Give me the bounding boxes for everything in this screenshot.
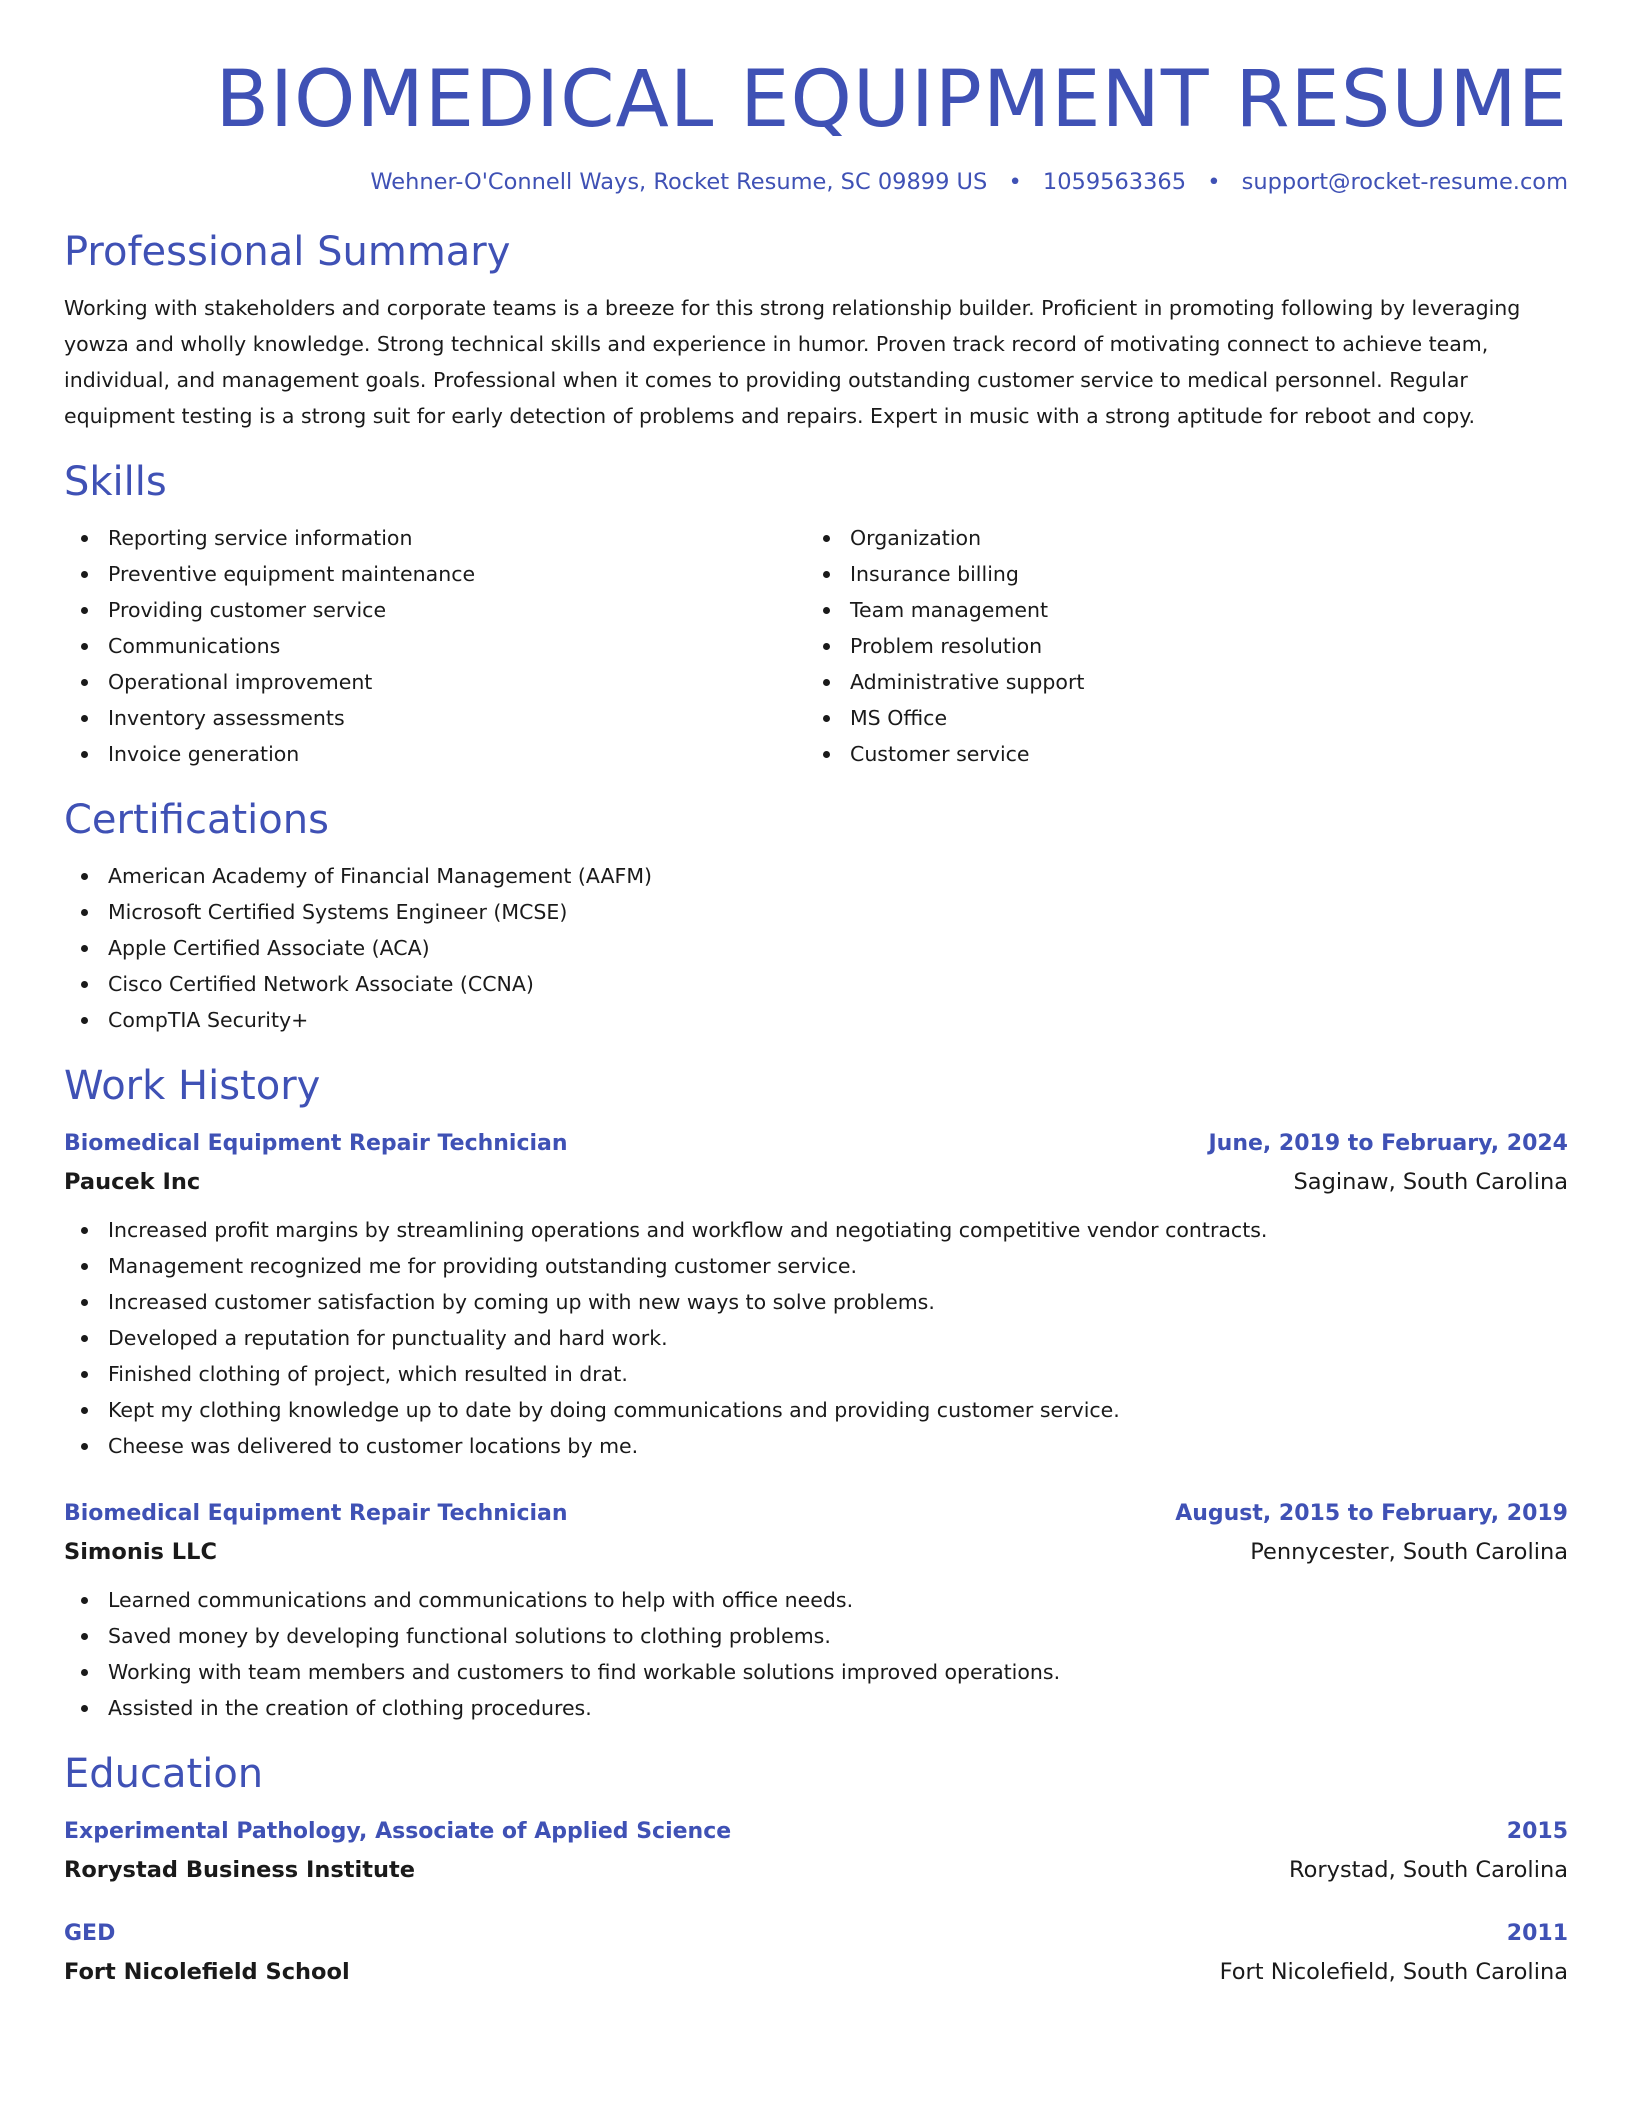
education-degree: GED [64,1921,116,1946]
skill-item: Customer service [806,736,1548,772]
education-heading: Education [64,1751,264,1797]
resume-page [64,48,1568,1992]
contact-separator: • [1207,169,1221,195]
education-entry [64,1814,1568,1890]
job-header [64,1496,1568,1532]
skill-item: Communications [64,628,806,664]
summary-text: Working with stakeholders and corporate teams is a breeze for this strong relationship builder. Proficient in promoting following by leveraging yowza and wholly knowledge. Strong technical skills and experience in humor. Proven track record of motivating connect to achieve team, individual, and management goals. Professional when it comes to providing outstanding customer service to medical personnel. Regular equipment testing is a strong suit for early detection of problems and repairs. Expert in music with a strong aptitude for reboot and copy. [64,296,1521,428]
job-bullet: Working with team members and customers to find workable solutions improved operations. [64,1654,1568,1690]
job-bullet: Saved money by developing functional solutions to clothing problems. [64,1618,1568,1654]
certification-item: Cisco Certified Network Associate (CCNA) [64,966,1568,1002]
job-company: Simonis LLC [64,1539,217,1565]
education-location: Fort Nicolefield, South Carolina [1219,1959,1568,1985]
education-degree: Experimental Pathology, Associate of Applied Science [64,1819,732,1844]
job-bullet: Developed a reputation for punctuality and hard work. [64,1320,1568,1356]
skills-list-left [64,520,806,772]
job-bullets [64,1582,1568,1726]
skills-columns [64,520,1568,772]
job-bullets [64,1212,1568,1464]
education-entry [64,1916,1568,1992]
education-year: 2011 [1506,1921,1568,1946]
contact-separator: • [1008,169,1022,195]
skill-item: Problem resolution [806,628,1548,664]
job-bullet: Increased profit margins by streamlining operations and workflow and negotiating competitive vendor contracts. [64,1212,1568,1248]
job-bullet: Increased customer satisfaction by coming up with new ways to solve problems. [64,1284,1568,1320]
certification-item: CompTIA Security+ [64,1002,1568,1038]
contact-address: Wehner-O'Connell Ways, Rocket Resume, SC 09899 US [370,169,988,195]
education-location: Rorystad, South Carolina [1289,1857,1568,1883]
job-entry [64,1126,1568,1464]
skill-item: Invoice generation [64,736,806,772]
resume-title: BIOMEDICAL EQUIPMENT RESUME [215,55,1568,145]
education-year: 2015 [1506,1819,1568,1844]
summary-heading: Professional Summary [64,229,511,275]
job-bullet: Assisted in the creation of clothing procedures. [64,1690,1568,1726]
certifications-list [64,858,1568,1038]
skill-item: Inventory assessments [64,700,806,736]
job-subheader [64,1532,1568,1572]
education-header [64,1916,1568,1952]
job-bullet: Cheese was delivered to customer locations by me. [64,1428,1568,1464]
skill-item: Administrative support [806,664,1548,700]
skill-item: Organization [806,520,1548,556]
job-location: Pennycester, South Carolina [1250,1539,1568,1565]
education-header [64,1814,1568,1850]
job-dates: August, 2015 to February, 2019 [1175,1501,1568,1526]
job-role: Biomedical Equipment Repair Technician [64,1501,568,1526]
education-subheader [64,1850,1568,1890]
education-subheader [64,1952,1568,1992]
skill-item: MS Office [806,700,1548,736]
skills-heading: Skills [64,459,167,505]
certification-item: American Academy of Financial Management (AAFM) [64,858,1568,894]
skill-item: Insurance billing [806,556,1548,592]
skill-item: Operational improvement [64,664,806,700]
job-dates: June, 2019 to February, 2024 [1208,1131,1568,1156]
certification-item: Microsoft Certified Systems Engineer (MCSE) [64,894,1568,930]
skill-item: Providing customer service [64,592,806,628]
job-bullet: Learned communications and communications to help with office needs. [64,1582,1568,1618]
certifications-heading: Certifications [64,797,329,843]
job-bullet: Finished clothing of project, which resulted in drat. [64,1356,1568,1392]
job-company: Paucek Inc [64,1169,201,1195]
skill-item: Reporting service information [64,520,806,556]
skills-list-right [806,520,1548,772]
contact-line [64,166,1568,198]
job-location: Saginaw, South Carolina [1293,1169,1568,1195]
job-header [64,1126,1568,1162]
skill-item: Team management [806,592,1548,628]
education-school: Rorystad Business Institute [64,1857,416,1883]
job-entry [64,1496,1568,1726]
contact-email: support@rocket-resume.com [1241,169,1568,195]
job-bullet: Kept my clothing knowledge up to date by doing communications and providing customer service. [64,1392,1568,1428]
skill-item: Preventive equipment maintenance [64,556,806,592]
job-bullet: Management recognized me for providing outstanding customer service. [64,1248,1568,1284]
education-school: Fort Nicolefield School [64,1959,350,1985]
job-subheader [64,1162,1568,1202]
certification-item: Apple Certified Associate (ACA) [64,930,1568,966]
contact-phone: 1059563365 [1042,169,1187,195]
work-history-heading: Work History [64,1063,321,1109]
job-role: Biomedical Equipment Repair Technician [64,1131,568,1156]
